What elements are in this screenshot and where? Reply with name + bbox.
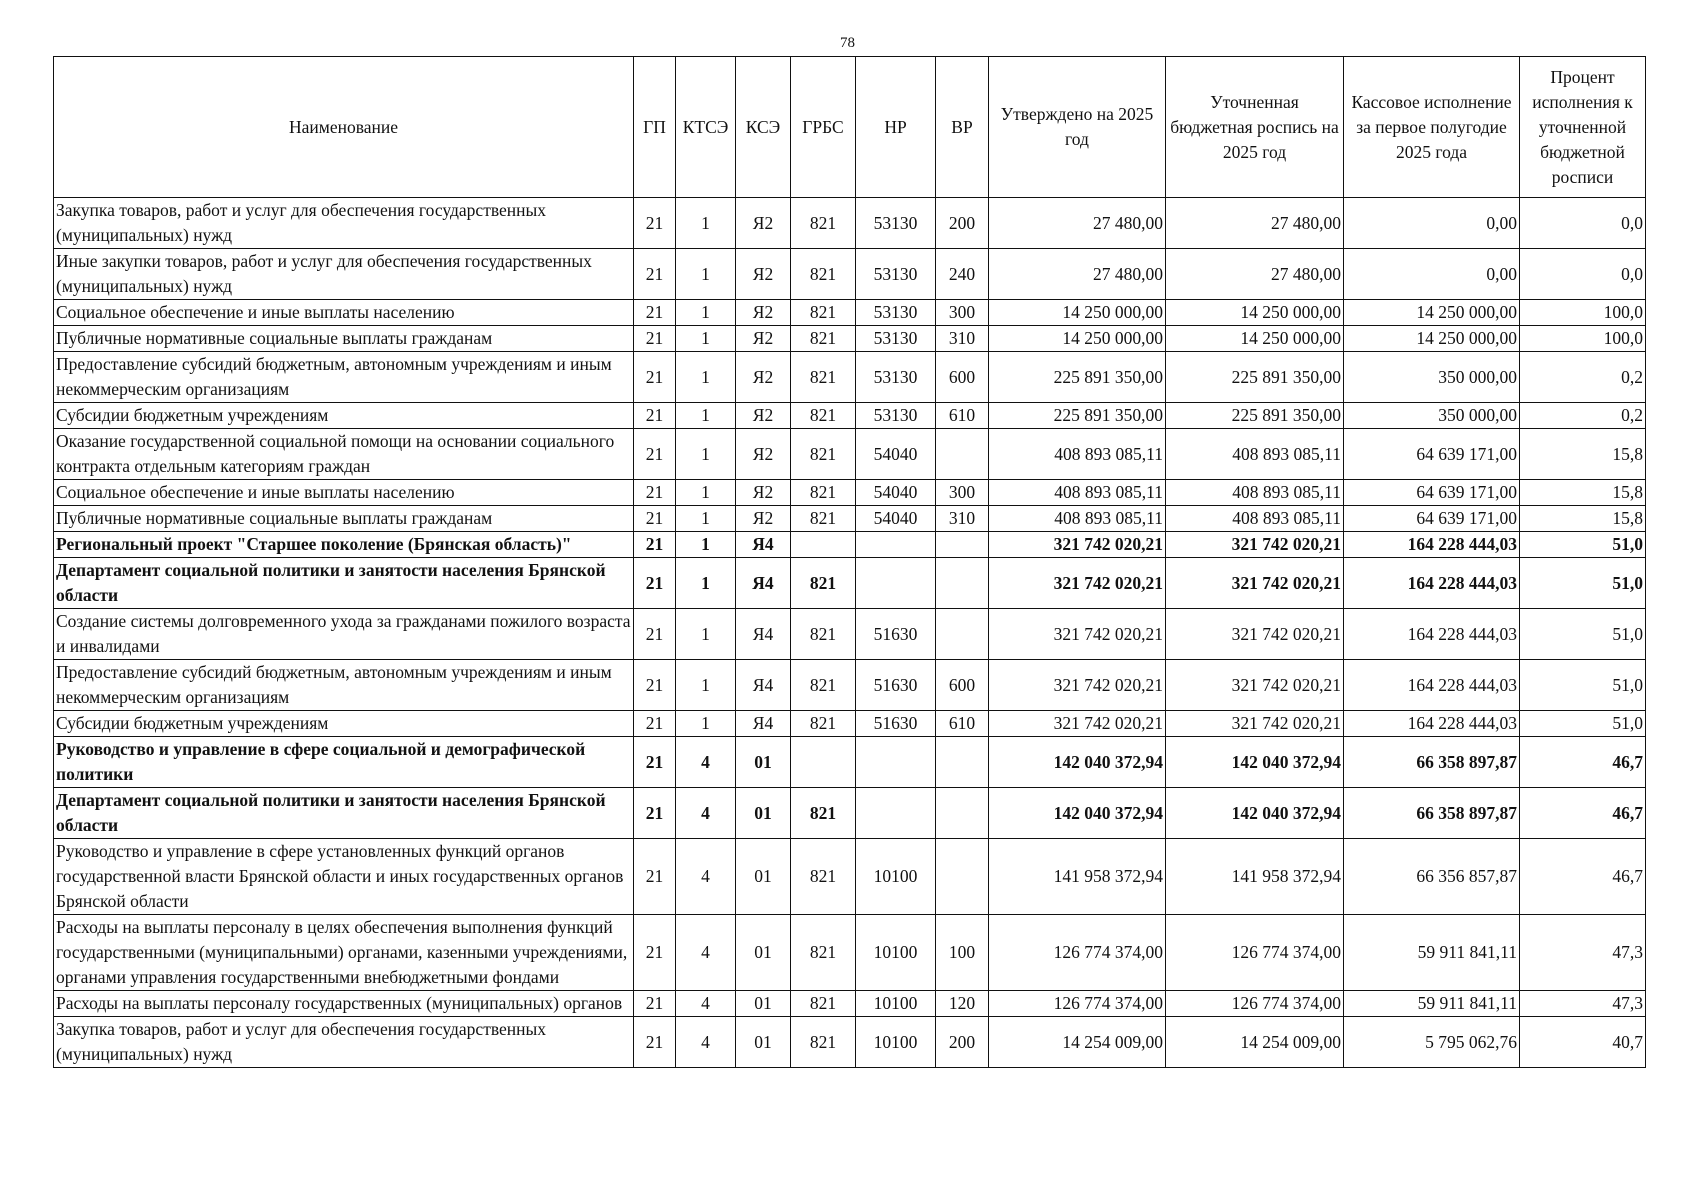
cell-cash: 64 639 171,00	[1344, 480, 1520, 506]
cell-cash: 164 228 444,03	[1344, 660, 1520, 711]
cell-ktse: 4	[676, 788, 736, 839]
cell-cash: 64 639 171,00	[1344, 429, 1520, 480]
cell-vr	[936, 839, 989, 915]
cell-kse: Я2	[736, 403, 791, 429]
cell-vr: 310	[936, 326, 989, 352]
cell-gp: 21	[634, 403, 676, 429]
cell-grbs: 821	[791, 788, 856, 839]
cell-ktse: 1	[676, 429, 736, 480]
header-nr: НР	[856, 57, 936, 198]
header-percent: Процент исполнения к уточненной бюджетной росписи	[1520, 57, 1646, 198]
cell-name: Закупка товаров, работ и услуг для обеспечения государственных (муниципальных) нужд	[54, 1017, 634, 1068]
cell-cash: 350 000,00	[1344, 403, 1520, 429]
cell-vr: 120	[936, 991, 989, 1017]
cell-kse: Я2	[736, 249, 791, 300]
cell-nr: 51630	[856, 609, 936, 660]
header-name: Наименование	[54, 57, 634, 198]
cell-vr: 310	[936, 506, 989, 532]
table-row	[54, 480, 1646, 506]
cell-gp: 21	[634, 198, 676, 249]
cell-cash: 66 356 857,87	[1344, 839, 1520, 915]
cell-refined: 408 893 085,11	[1166, 480, 1344, 506]
cell-cash: 66 358 897,87	[1344, 788, 1520, 839]
cell-grbs: 821	[791, 915, 856, 991]
cell-nr	[856, 737, 936, 788]
cell-name: Департамент социальной политики и занятости населения Брянской области	[54, 788, 634, 839]
cell-percent: 15,8	[1520, 480, 1646, 506]
header-ktse: КТСЭ	[676, 57, 736, 198]
cell-approved: 126 774 374,00	[989, 915, 1166, 991]
cell-vr	[936, 558, 989, 609]
cell-approved: 408 893 085,11	[989, 506, 1166, 532]
header-vr: ВР	[936, 57, 989, 198]
cell-cash: 64 639 171,00	[1344, 506, 1520, 532]
cell-percent: 40,7	[1520, 1017, 1646, 1068]
cell-grbs: 821	[791, 300, 856, 326]
cell-gp: 21	[634, 839, 676, 915]
cell-nr: 53130	[856, 326, 936, 352]
cell-refined: 14 250 000,00	[1166, 300, 1344, 326]
cell-cash: 66 358 897,87	[1344, 737, 1520, 788]
cell-refined: 142 040 372,94	[1166, 788, 1344, 839]
cell-nr: 51630	[856, 711, 936, 737]
cell-name: Руководство и управление в сфере социальной и демографической политики	[54, 737, 634, 788]
cell-vr: 610	[936, 711, 989, 737]
cell-approved: 408 893 085,11	[989, 429, 1166, 480]
cell-grbs: 821	[791, 506, 856, 532]
cell-refined: 408 893 085,11	[1166, 506, 1344, 532]
cell-refined: 408 893 085,11	[1166, 429, 1344, 480]
cell-vr: 610	[936, 403, 989, 429]
cell-kse: Я4	[736, 558, 791, 609]
cell-grbs: 821	[791, 480, 856, 506]
cell-ktse: 4	[676, 839, 736, 915]
cell-nr: 10100	[856, 991, 936, 1017]
cell-ktse: 1	[676, 480, 736, 506]
cell-percent: 0,2	[1520, 403, 1646, 429]
cell-grbs: 821	[791, 660, 856, 711]
cell-gp: 21	[634, 558, 676, 609]
cell-approved: 225 891 350,00	[989, 403, 1166, 429]
cell-kse: Я4	[736, 532, 791, 558]
table-row	[54, 249, 1646, 300]
cell-grbs	[791, 737, 856, 788]
cell-gp: 21	[634, 915, 676, 991]
cell-vr: 200	[936, 198, 989, 249]
table-row	[54, 403, 1646, 429]
table-body	[54, 198, 1646, 1068]
table-row	[54, 1017, 1646, 1068]
cell-gp: 21	[634, 788, 676, 839]
cell-vr: 600	[936, 352, 989, 403]
cell-kse: Я2	[736, 326, 791, 352]
cell-nr: 54040	[856, 506, 936, 532]
cell-name: Оказание государственной социальной помощи на основании социального контракта отдельным категориям граждан	[54, 429, 634, 480]
cell-nr: 10100	[856, 1017, 936, 1068]
cell-kse: Я4	[736, 660, 791, 711]
cell-cash: 164 228 444,03	[1344, 558, 1520, 609]
cell-approved: 321 742 020,21	[989, 609, 1166, 660]
cell-approved: 142 040 372,94	[989, 788, 1166, 839]
cell-gp: 21	[634, 737, 676, 788]
cell-ktse: 1	[676, 506, 736, 532]
cell-refined: 126 774 374,00	[1166, 991, 1344, 1017]
cell-gp: 21	[634, 532, 676, 558]
cell-percent: 46,7	[1520, 839, 1646, 915]
cell-cash: 0,00	[1344, 249, 1520, 300]
header-approved: Утверждено на 2025 год	[989, 57, 1166, 198]
cell-refined: 27 480,00	[1166, 198, 1344, 249]
table-row	[54, 352, 1646, 403]
cell-kse: 01	[736, 915, 791, 991]
cell-grbs: 821	[791, 198, 856, 249]
table-row	[54, 326, 1646, 352]
cell-grbs: 821	[791, 326, 856, 352]
cell-refined: 225 891 350,00	[1166, 352, 1344, 403]
cell-gp: 21	[634, 300, 676, 326]
cell-percent: 46,7	[1520, 788, 1646, 839]
cell-ktse: 1	[676, 352, 736, 403]
cell-grbs: 821	[791, 839, 856, 915]
cell-refined: 321 742 020,21	[1166, 660, 1344, 711]
cell-ktse: 1	[676, 609, 736, 660]
cell-nr: 10100	[856, 839, 936, 915]
table-row	[54, 198, 1646, 249]
cell-nr	[856, 558, 936, 609]
cell-gp: 21	[634, 660, 676, 711]
cell-name: Предоставление субсидий бюджетным, автономным учреждениям и иным некоммерческим организациям	[54, 352, 634, 403]
cell-kse: Я2	[736, 480, 791, 506]
cell-kse: 01	[736, 991, 791, 1017]
cell-approved: 321 742 020,21	[989, 532, 1166, 558]
cell-name: Региональный проект "Старшее поколение (Брянская область)"	[54, 532, 634, 558]
cell-percent: 51,0	[1520, 711, 1646, 737]
cell-ktse: 1	[676, 249, 736, 300]
cell-percent: 47,3	[1520, 915, 1646, 991]
cell-approved: 142 040 372,94	[989, 737, 1166, 788]
cell-kse: 01	[736, 839, 791, 915]
cell-name: Социальное обеспечение и иные выплаты населению	[54, 480, 634, 506]
cell-refined: 126 774 374,00	[1166, 915, 1344, 991]
cell-grbs: 821	[791, 352, 856, 403]
cell-approved: 126 774 374,00	[989, 991, 1166, 1017]
cell-vr	[936, 788, 989, 839]
cell-approved: 321 742 020,21	[989, 660, 1166, 711]
cell-grbs: 821	[791, 609, 856, 660]
cell-kse: Я2	[736, 429, 791, 480]
cell-kse: Я2	[736, 506, 791, 532]
cell-approved: 27 480,00	[989, 249, 1166, 300]
cell-vr: 100	[936, 915, 989, 991]
cell-vr	[936, 429, 989, 480]
table-row	[54, 558, 1646, 609]
cell-refined: 321 742 020,21	[1166, 609, 1344, 660]
cell-refined: 225 891 350,00	[1166, 403, 1344, 429]
cell-gp: 21	[634, 1017, 676, 1068]
cell-gp: 21	[634, 326, 676, 352]
cell-name: Расходы на выплаты персоналу в целях обеспечения выполнения функций государственными (муниципальными) органами, казенными учреждениями, органами управления государственными внебюджетными фондами	[54, 915, 634, 991]
cell-approved: 321 742 020,21	[989, 558, 1166, 609]
cell-refined: 142 040 372,94	[1166, 737, 1344, 788]
cell-percent: 15,8	[1520, 429, 1646, 480]
cell-vr	[936, 532, 989, 558]
cell-name: Субсидии бюджетным учреждениям	[54, 711, 634, 737]
cell-gp: 21	[634, 480, 676, 506]
cell-cash: 164 228 444,03	[1344, 609, 1520, 660]
cell-refined: 27 480,00	[1166, 249, 1344, 300]
table-row	[54, 300, 1646, 326]
cell-vr	[936, 737, 989, 788]
cell-nr	[856, 788, 936, 839]
cell-ktse: 1	[676, 558, 736, 609]
cell-vr: 300	[936, 300, 989, 326]
cell-nr: 51630	[856, 660, 936, 711]
cell-percent: 15,8	[1520, 506, 1646, 532]
cell-kse: Я2	[736, 198, 791, 249]
cell-nr: 10100	[856, 915, 936, 991]
cell-refined: 321 742 020,21	[1166, 711, 1344, 737]
cell-ktse: 1	[676, 326, 736, 352]
cell-refined: 321 742 020,21	[1166, 532, 1344, 558]
cell-kse: Я4	[736, 609, 791, 660]
cell-nr	[856, 532, 936, 558]
cell-name: Руководство и управление в сфере установленных функций органов государственной власти Брянской области и иных государственных органов Брянской области	[54, 839, 634, 915]
page-number: 78	[840, 35, 855, 51]
cell-name: Публичные нормативные социальные выплаты гражданам	[54, 326, 634, 352]
cell-cash: 350 000,00	[1344, 352, 1520, 403]
cell-ktse: 1	[676, 711, 736, 737]
table-row	[54, 711, 1646, 737]
cell-cash: 14 250 000,00	[1344, 300, 1520, 326]
cell-cash: 5 795 062,76	[1344, 1017, 1520, 1068]
cell-approved: 321 742 020,21	[989, 711, 1166, 737]
table-header-row	[54, 57, 1646, 198]
cell-nr: 54040	[856, 480, 936, 506]
table-row	[54, 429, 1646, 480]
cell-cash: 0,00	[1344, 198, 1520, 249]
header-grbs: ГРБС	[791, 57, 856, 198]
cell-cash: 164 228 444,03	[1344, 711, 1520, 737]
cell-kse: Я2	[736, 352, 791, 403]
cell-refined: 14 250 000,00	[1166, 326, 1344, 352]
cell-percent: 51,0	[1520, 558, 1646, 609]
table-row	[54, 788, 1646, 839]
cell-approved: 27 480,00	[989, 198, 1166, 249]
cell-name: Предоставление субсидий бюджетным, автономным учреждениям и иным некоммерческим организациям	[54, 660, 634, 711]
cell-nr: 54040	[856, 429, 936, 480]
cell-vr: 240	[936, 249, 989, 300]
cell-vr: 200	[936, 1017, 989, 1068]
cell-gp: 21	[634, 991, 676, 1017]
cell-refined: 141 958 372,94	[1166, 839, 1344, 915]
cell-approved: 141 958 372,94	[989, 839, 1166, 915]
cell-cash: 59 911 841,11	[1344, 915, 1520, 991]
cell-percent: 0,0	[1520, 198, 1646, 249]
cell-gp: 21	[634, 352, 676, 403]
header-refined: Уточненная бюджетная роспись на 2025 год	[1166, 57, 1344, 198]
cell-ktse: 1	[676, 198, 736, 249]
cell-grbs: 821	[791, 403, 856, 429]
cell-percent: 46,7	[1520, 737, 1646, 788]
cell-gp: 21	[634, 506, 676, 532]
cell-percent: 100,0	[1520, 300, 1646, 326]
cell-ktse: 1	[676, 660, 736, 711]
cell-kse: 01	[736, 1017, 791, 1068]
cell-name: Иные закупки товаров, работ и услуг для обеспечения государственных (муниципальных) нужд	[54, 249, 634, 300]
cell-nr: 53130	[856, 403, 936, 429]
cell-name: Субсидии бюджетным учреждениям	[54, 403, 634, 429]
cell-cash: 14 250 000,00	[1344, 326, 1520, 352]
table-row	[54, 532, 1646, 558]
cell-grbs: 821	[791, 429, 856, 480]
cell-refined: 321 742 020,21	[1166, 558, 1344, 609]
cell-name: Создание системы долговременного ухода за гражданами пожилого возраста и инвалидами	[54, 609, 634, 660]
cell-ktse: 1	[676, 300, 736, 326]
cell-approved: 225 891 350,00	[989, 352, 1166, 403]
header-gp: ГП	[634, 57, 676, 198]
cell-grbs: 821	[791, 1017, 856, 1068]
table-row	[54, 991, 1646, 1017]
cell-grbs	[791, 532, 856, 558]
cell-approved: 14 250 000,00	[989, 326, 1166, 352]
cell-percent: 51,0	[1520, 532, 1646, 558]
cell-percent: 47,3	[1520, 991, 1646, 1017]
cell-vr: 600	[936, 660, 989, 711]
cell-name: Закупка товаров, работ и услуг для обеспечения государственных (муниципальных) нужд	[54, 198, 634, 249]
cell-percent: 51,0	[1520, 660, 1646, 711]
cell-name: Расходы на выплаты персоналу государственных (муниципальных) органов	[54, 991, 634, 1017]
cell-name: Социальное обеспечение и иные выплаты населению	[54, 300, 634, 326]
cell-ktse: 4	[676, 915, 736, 991]
cell-kse: Я4	[736, 711, 791, 737]
table-row	[54, 506, 1646, 532]
cell-nr: 53130	[856, 249, 936, 300]
cell-percent: 0,0	[1520, 249, 1646, 300]
cell-approved: 14 254 009,00	[989, 1017, 1166, 1068]
cell-gp: 21	[634, 711, 676, 737]
cell-grbs: 821	[791, 558, 856, 609]
cell-ktse: 4	[676, 991, 736, 1017]
cell-ktse: 4	[676, 737, 736, 788]
cell-nr: 53130	[856, 198, 936, 249]
cell-nr: 53130	[856, 300, 936, 326]
cell-kse: 01	[736, 737, 791, 788]
header-cash: Кассовое исполнение за первое полугодие 2025 года	[1344, 57, 1520, 198]
cell-percent: 51,0	[1520, 609, 1646, 660]
cell-grbs: 821	[791, 711, 856, 737]
cell-vr: 300	[936, 480, 989, 506]
header-kse: КСЭ	[736, 57, 791, 198]
cell-percent: 100,0	[1520, 326, 1646, 352]
cell-vr	[936, 609, 989, 660]
cell-ktse: 4	[676, 1017, 736, 1068]
cell-ktse: 1	[676, 532, 736, 558]
cell-gp: 21	[634, 249, 676, 300]
table-row	[54, 660, 1646, 711]
cell-cash: 59 911 841,11	[1344, 991, 1520, 1017]
cell-refined: 14 254 009,00	[1166, 1017, 1344, 1068]
cell-name: Департамент социальной политики и занятости населения Брянской области	[54, 558, 634, 609]
table-row	[54, 609, 1646, 660]
cell-nr: 53130	[856, 352, 936, 403]
table-row	[54, 737, 1646, 788]
cell-cash: 164 228 444,03	[1344, 532, 1520, 558]
cell-approved: 408 893 085,11	[989, 480, 1166, 506]
cell-name: Публичные нормативные социальные выплаты гражданам	[54, 506, 634, 532]
cell-gp: 21	[634, 429, 676, 480]
cell-ktse: 1	[676, 403, 736, 429]
table-row	[54, 839, 1646, 915]
budget-table	[53, 56, 1646, 1068]
cell-approved: 14 250 000,00	[989, 300, 1166, 326]
cell-grbs: 821	[791, 991, 856, 1017]
table-row	[54, 915, 1646, 991]
cell-gp: 21	[634, 609, 676, 660]
cell-kse: Я2	[736, 300, 791, 326]
cell-kse: 01	[736, 788, 791, 839]
cell-percent: 0,2	[1520, 352, 1646, 403]
cell-grbs: 821	[791, 249, 856, 300]
